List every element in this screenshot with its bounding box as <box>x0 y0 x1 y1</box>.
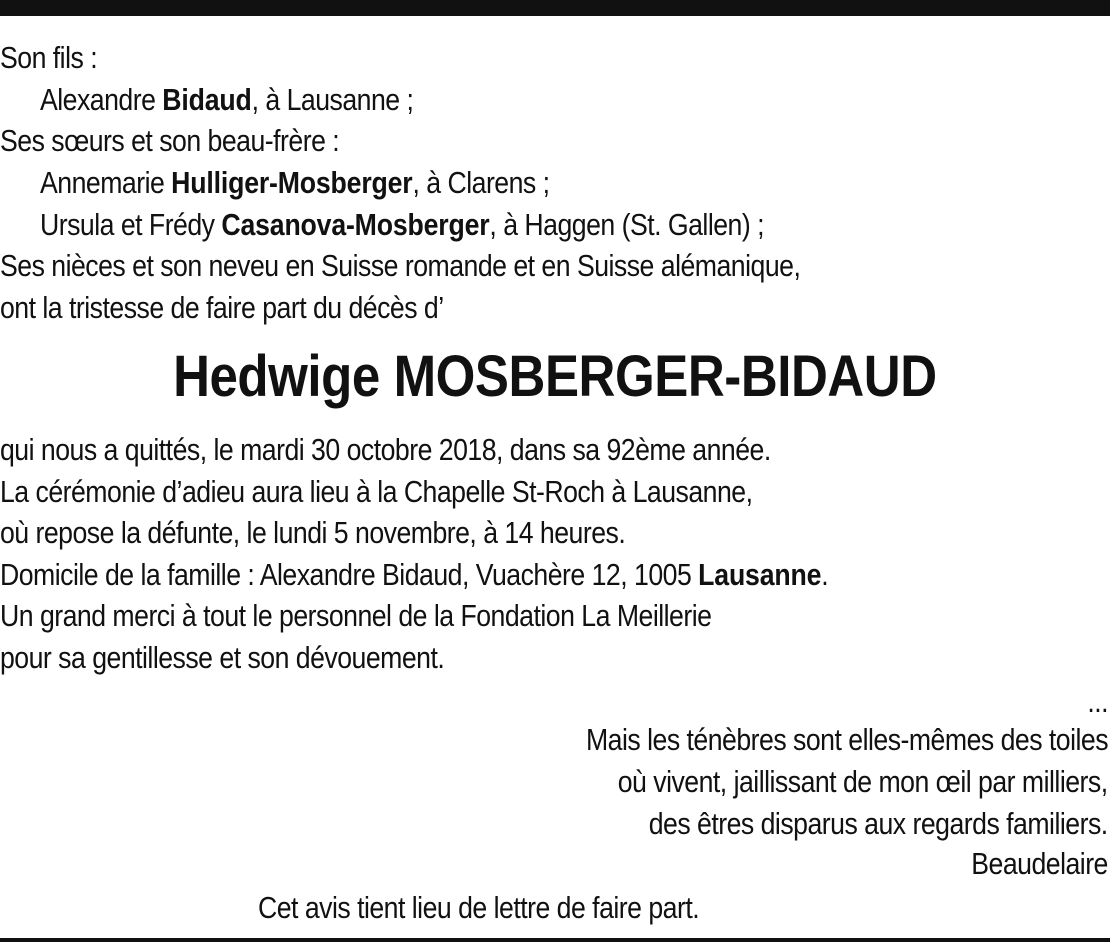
poem-line-2: où vivent, jaillissant de mon œil par milliers, <box>618 764 1108 799</box>
deceased-name <box>0 342 1110 412</box>
sister1-last-name: Hulliger-Mosberger <box>171 165 413 200</box>
domicile-line <box>0 557 828 593</box>
closing-line: Cet avis tient lieu de lettre de faire part. <box>258 890 700 925</box>
details-line-1: qui nous a quittés, le mardi 30 octobre 2018, dans sa 92ème année. <box>0 432 771 467</box>
poem-author: Beaudelaire <box>971 846 1108 881</box>
top-rule <box>0 0 1110 16</box>
sister2-entry <box>40 207 764 243</box>
sister2-first-name: Ursula et Frédy <box>40 207 222 242</box>
sister1-place: , à Clarens ; <box>412 165 550 200</box>
sister2-last-name: Casanova-Mosberger <box>221 207 490 242</box>
nieces-line: Ses nièces et son neveu en Suisse romande et en Suisse alémanique, <box>0 248 801 283</box>
poem-line-1: Mais les ténèbres sont elles-mêmes des toiles <box>585 722 1108 757</box>
sisters-heading: Ses sœurs et son beau-frère : <box>0 123 340 158</box>
details-line-3: où repose la défunte, le lundi 5 novembre, à 14 heures. <box>0 515 626 550</box>
details-line-2: La cérémonie d’adieu aura lieu à la Chapelle St-Roch à Lausanne, <box>0 474 753 509</box>
son-first-name: Alexandre <box>40 82 163 117</box>
deceased-name-text: Hedwige MOSBERGER-BIDAUD <box>173 344 937 409</box>
thanks-line-1: Un grand merci à tout le personnel de la Fondation La Meillerie <box>0 598 712 633</box>
poem-ellipsis: ... <box>1087 684 1108 719</box>
domicile-suffix: . <box>821 557 829 592</box>
domicile-prefix: Domicile de la famille : Alexandre Bidaud, Vuachère 12, 1005 <box>0 557 699 592</box>
son-heading: Son fils : <box>0 40 98 75</box>
bottom-rule <box>0 938 1110 942</box>
sister1-entry <box>40 165 550 201</box>
poem-line-3: des êtres disparus aux regards familiers. <box>649 806 1108 841</box>
thanks-line-2: pour sa gentillesse et son dévouement. <box>0 640 445 675</box>
sister1-first-name: Annemarie <box>40 165 172 200</box>
sister2-place: , à Haggen (St. Gallen) ; <box>489 207 765 242</box>
son-place: , à Lausanne ; <box>251 82 414 117</box>
domicile-city: Lausanne <box>698 557 822 592</box>
son-last-name: Bidaud <box>162 82 252 117</box>
announcement-line: ont la tristesse de faire part du décès d’ <box>0 290 444 325</box>
son-entry <box>40 82 413 118</box>
